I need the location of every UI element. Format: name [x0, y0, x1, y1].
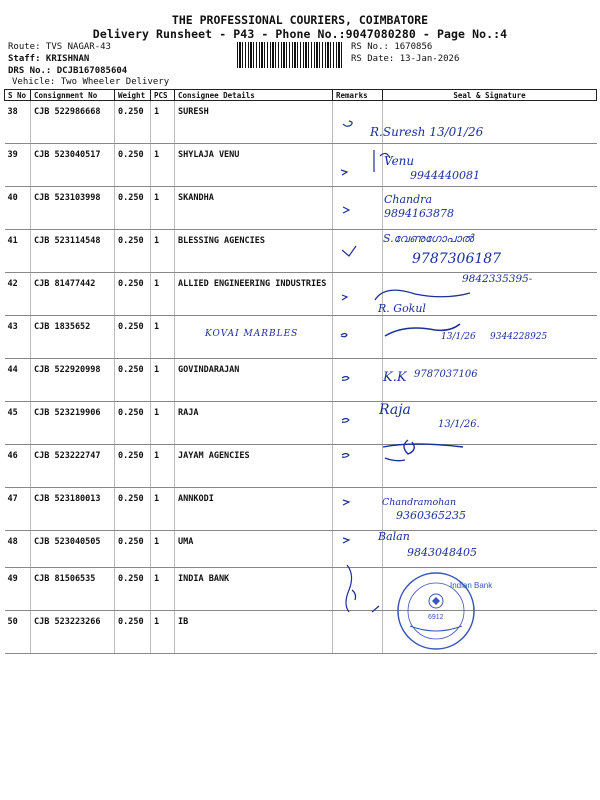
hw-r47-name: Chandramohan	[382, 497, 457, 508]
cell-pcs: 1	[151, 359, 175, 402]
cell-sno: 38	[5, 101, 31, 144]
hw-r43-phone: 9344228925	[490, 332, 548, 342]
hw-r41-name: S.വേണുഗോപാൽ	[383, 232, 474, 245]
hw-r45-date: 13/1/26.	[438, 419, 480, 430]
table-header-row	[5, 90, 597, 101]
table-row	[5, 273, 597, 316]
cell-seal-signature	[383, 488, 597, 531]
cell-seal-signature	[383, 402, 597, 445]
cell-consignment: CJB 523219906	[31, 402, 115, 445]
cell-seal-signature	[383, 445, 597, 488]
cell-sno: 49	[5, 568, 31, 611]
cell-seal-signature	[383, 611, 597, 654]
runsheet-table	[4, 89, 597, 654]
cell-weight: 0.250	[115, 531, 151, 568]
hw-r40-phone: 9894163878	[384, 207, 454, 220]
table-row	[5, 187, 597, 230]
rs-date: RS Date: 13-Jan-2026	[351, 54, 460, 64]
cell-pcs: 1	[151, 402, 175, 445]
cell-seal-signature	[383, 187, 597, 230]
table-row	[5, 359, 597, 402]
cell-consignee: INDIA BANK	[175, 568, 333, 611]
cell-pcs: 1	[151, 568, 175, 611]
cell-sno: 47	[5, 488, 31, 531]
cell-remarks	[333, 402, 383, 445]
cell-weight: 0.250	[115, 611, 151, 654]
cell-consignee: JAYAM AGENCIES	[175, 445, 333, 488]
hw-r43-date: 13/1/26	[441, 332, 476, 342]
company-title: THE PROFESSIONAL COURIERS, COIMBATORE	[171, 13, 429, 27]
cell-remarks	[333, 230, 383, 273]
cell-consignee: BLESSING AGENCIES	[175, 230, 333, 273]
cell-seal-signature	[383, 273, 597, 316]
runsheet-title: Delivery Runsheet - P43 - Phone No.:9047080280 - Page No.:4	[92, 27, 508, 41]
hw-r47-phone: 9360365235	[396, 509, 466, 522]
drs-number: DRS No.: DCJB167085604	[8, 66, 128, 76]
cell-sno: 43	[5, 316, 31, 359]
cell-consignee: GOVINDARAJAN	[175, 359, 333, 402]
cell-remarks	[333, 187, 383, 230]
cell-consignee: SURESH	[175, 101, 333, 144]
cell-consignee: IB	[175, 611, 333, 654]
cell-consignment: CJB 523180013	[31, 488, 115, 531]
cell-sno: 48	[5, 531, 31, 568]
hw-r44-phone: 9787037106	[414, 369, 478, 380]
cell-seal-signature	[383, 359, 597, 402]
table-row	[5, 101, 597, 144]
table-row	[5, 402, 597, 445]
cell-weight: 0.250	[115, 488, 151, 531]
cell-remarks	[333, 568, 383, 611]
cell-seal-signature	[383, 101, 597, 144]
cell-pcs: 1	[151, 611, 175, 654]
cell-weight: 0.250	[115, 316, 151, 359]
hw-r42-sig: R. Gokul	[378, 302, 426, 315]
cell-consignee: SKANDHA	[175, 187, 333, 230]
cell-remarks	[333, 316, 383, 359]
cell-consignment: CJB 523040517	[31, 144, 115, 187]
cell-sno: 44	[5, 359, 31, 402]
col-weight: Weight	[115, 90, 151, 101]
cell-remarks	[333, 273, 383, 316]
table-row	[5, 611, 597, 654]
hw-r48-phone: 9843048405	[407, 546, 477, 559]
cell-consignment: CJB 523222747	[31, 445, 115, 488]
hw-r38: R.Suresh 13/01/26	[370, 125, 484, 139]
cell-weight: 0.250	[115, 445, 151, 488]
cell-weight: 0.250	[115, 187, 151, 230]
cell-remarks	[333, 101, 383, 144]
cell-sno: 46	[5, 445, 31, 488]
vehicle-label: Vehicle: Two Wheeler Delivery	[12, 77, 170, 87]
cell-consignment: CJB 81477442	[31, 273, 115, 316]
table-row	[5, 230, 597, 273]
cell-pcs: 1	[151, 230, 175, 273]
route-label: Route: TVS NAGAR-43	[8, 42, 111, 52]
hw-r48-name: Balan	[378, 530, 410, 543]
col-consignee: Consignee Details	[175, 90, 333, 101]
table-row	[5, 531, 597, 568]
cell-remarks	[333, 445, 383, 488]
cell-consignment: CJB 523040505	[31, 531, 115, 568]
cell-seal-signature	[383, 531, 597, 568]
cell-pcs: 1	[151, 144, 175, 187]
cell-consignment: CJB 81506535	[31, 568, 115, 611]
seal-bank-name: Indian Bank	[450, 581, 493, 590]
hw-r42-phone: 9842335395-	[462, 273, 533, 285]
table-row	[5, 316, 597, 359]
cell-pcs: 1	[151, 531, 175, 568]
col-seal-signature: Seal & Signature	[383, 90, 597, 101]
cell-remarks	[333, 359, 383, 402]
cell-pcs: 1	[151, 273, 175, 316]
hw-r40-name: Chandra	[384, 193, 433, 206]
col-sno: S No	[5, 90, 31, 101]
cell-consignment: CJB 523223266	[31, 611, 115, 654]
seal-branch-code: 6912	[428, 614, 444, 621]
hw-r43-note: KOVAI MARBLES	[205, 329, 299, 339]
cell-consignee: ALLIED ENGINEERING INDUSTRIES	[175, 273, 333, 316]
cell-consignment: CJB 1835652	[31, 316, 115, 359]
cell-remarks	[333, 531, 383, 568]
cell-consignee: RAJA	[175, 402, 333, 445]
col-consignment: Consignment No	[31, 90, 115, 101]
cell-remarks	[333, 611, 383, 654]
cell-consignment: CJB 522986668	[31, 101, 115, 144]
table-row	[5, 568, 597, 611]
hw-r39-phone: 9944440081	[410, 169, 480, 182]
cell-sno: 45	[5, 402, 31, 445]
cell-pcs: 1	[151, 101, 175, 144]
cell-seal-signature	[383, 230, 597, 273]
cell-consignee: UMA	[175, 531, 333, 568]
cell-sno: 42	[5, 273, 31, 316]
cell-consignment: CJB 522920998	[31, 359, 115, 402]
staff-label: Staff: KRISHNAN	[8, 54, 90, 64]
cell-pcs: 1	[151, 187, 175, 230]
cell-sno: 50	[5, 611, 31, 654]
cell-seal-signature	[383, 568, 597, 611]
cell-weight: 0.250	[115, 568, 151, 611]
col-remarks: Remarks	[333, 90, 383, 101]
cell-consignment: CJB 523114548	[31, 230, 115, 273]
cell-consignee	[175, 316, 333, 359]
rs-number: RS No.: 1670856	[351, 42, 433, 52]
cell-sno: 41	[5, 230, 31, 273]
cell-sno: 40	[5, 187, 31, 230]
table-row	[5, 445, 597, 488]
cell-seal-signature	[383, 144, 597, 187]
cell-weight: 0.250	[115, 101, 151, 144]
hw-r39-name: Venu	[384, 154, 415, 168]
cell-weight: 0.250	[115, 273, 151, 316]
hw-r44-sig: K.K	[383, 370, 407, 385]
cell-seal-signature	[383, 316, 597, 359]
cell-consignee: SHYLAJA VENU	[175, 144, 333, 187]
table-row	[5, 144, 597, 187]
cell-remarks	[333, 488, 383, 531]
cell-pcs: 1	[151, 488, 175, 531]
cell-pcs: 1	[151, 316, 175, 359]
hw-r45-sig: Raja	[379, 402, 411, 418]
cell-weight: 0.250	[115, 144, 151, 187]
cell-weight: 0.250	[115, 359, 151, 402]
barcode	[237, 42, 343, 68]
cell-consignment: CJB 523103998	[31, 187, 115, 230]
table-row	[5, 488, 597, 531]
cell-weight: 0.250	[115, 230, 151, 273]
hw-r41-phone: 9787306187	[412, 251, 502, 267]
cell-weight: 0.250	[115, 402, 151, 445]
cell-remarks	[333, 144, 383, 187]
cell-pcs: 1	[151, 445, 175, 488]
cell-sno: 39	[5, 144, 31, 187]
col-pcs: PCS	[151, 90, 175, 101]
cell-consignee: ANNKODI	[175, 488, 333, 531]
